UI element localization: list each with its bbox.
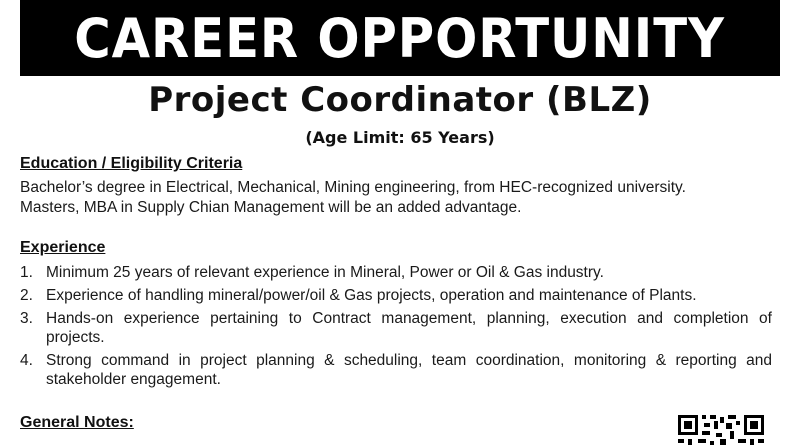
general-notes-heading: General Notes: [20, 414, 134, 431]
career-opportunity-banner [20, 0, 780, 76]
experience-heading: Experience [20, 239, 106, 256]
list-item-number: 1. [20, 264, 33, 281]
education-line: Masters, MBA in Supply Chian Management will be an added advantage. [20, 199, 522, 216]
list-item [20, 286, 772, 305]
list-item-text: Strong command in project planning & scheduling, team coordination, monitoring & reporting and stakeholder engagement. [46, 352, 772, 388]
list-item [20, 309, 772, 347]
list-item-number: 2. [20, 287, 33, 304]
education-text [20, 178, 780, 218]
education-heading: Education / Eligibility Criteria [20, 155, 243, 172]
list-item [20, 351, 772, 389]
experience-list [20, 263, 772, 393]
list-item-text: Experience of handling mineral/power/oil & Gas projects, operation and maintenance of Plants. [46, 287, 697, 304]
list-item-text: Minimum 25 years of relevant experience in Mineral, Power or Oil & Gas industry. [46, 264, 604, 281]
qr-code-graphic [676, 413, 766, 445]
banner-title: CAREER OPPORTUNITY [74, 6, 726, 70]
list-item-number: 3. [20, 310, 33, 327]
list-item-text: Hands-on experience pertaining to Contract management, planning, execution and completion of projects. [46, 310, 772, 346]
job-title: Project Coordinator (BLZ) [148, 80, 652, 120]
qr-code-icon[interactable] [676, 413, 766, 445]
education-line: Bachelor’s degree in Electrical, Mechanical, Mining engineering, from HEC-recognized university. [20, 179, 686, 196]
list-item [20, 263, 772, 282]
age-limit: (Age Limit: 65 Years) [305, 128, 495, 147]
list-item-number: 4. [20, 352, 33, 369]
